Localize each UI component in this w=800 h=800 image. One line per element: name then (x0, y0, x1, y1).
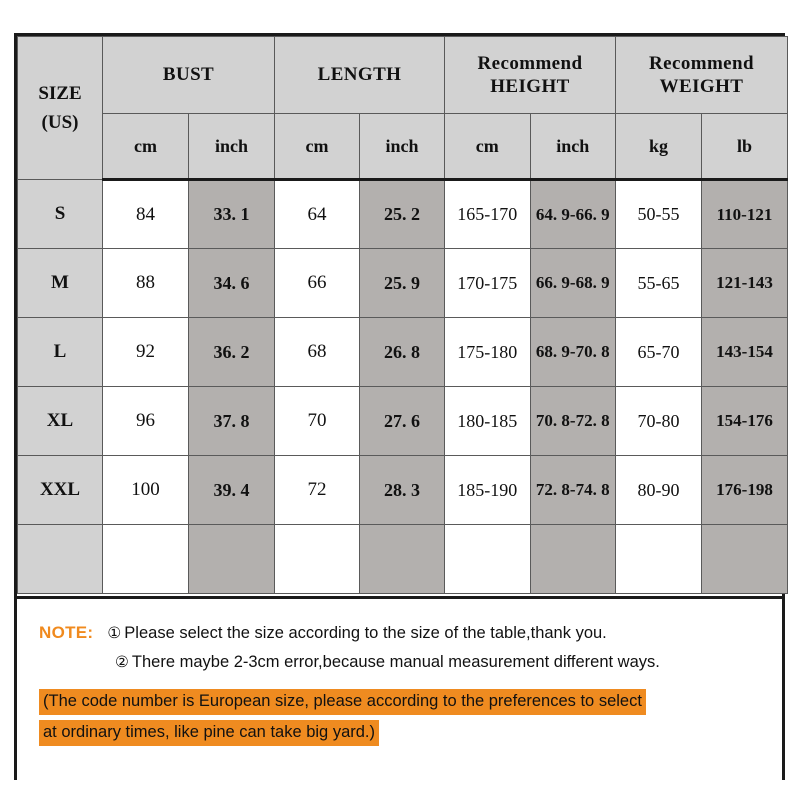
cell-length-cm: 70 (275, 387, 360, 456)
cell-length-cm: 72 (275, 456, 360, 525)
header-group-height-line1: Recommend (477, 52, 583, 74)
cell-weight-lb (702, 525, 788, 594)
note-item-2-text: There maybe 2-3cm error,because manual measurement different ways. (131, 653, 660, 671)
cell-weight-kg: 50-55 (616, 180, 702, 249)
cell-height-inch: 68. 9-70. 8 (530, 318, 616, 387)
unit-header-height-cm: cm (445, 114, 531, 180)
cell-bust-cm: 100 (103, 456, 189, 525)
row-size-label: XXL (18, 456, 103, 525)
size-chart-table (17, 36, 788, 594)
cell-weight-lb: 154-176 (702, 387, 788, 456)
row-size-label: L (18, 318, 103, 387)
cell-length-inch: 25. 2 (360, 180, 445, 249)
header-group-length-line1: LENGTH (317, 64, 402, 86)
table-row (18, 180, 788, 249)
cell-height-cm: 180-185 (445, 387, 531, 456)
note-label: NOTE: (39, 623, 94, 642)
cell-weight-kg: 80-90 (616, 456, 702, 525)
cell-weight-lb: 143-154 (702, 318, 788, 387)
cell-length-inch (360, 525, 445, 594)
table-row (18, 456, 788, 525)
unit-header-length-inch: inch (360, 114, 445, 180)
row-size-label (18, 525, 103, 594)
header-group-height-line2: HEIGHT (490, 76, 570, 97)
cell-height-inch: 64. 9-66. 9 (530, 180, 616, 249)
cell-length-cm: 64 (275, 180, 360, 249)
size-header-line2: (US) (41, 112, 79, 133)
highlight-block (17, 689, 782, 747)
cell-bust-inch (189, 525, 275, 594)
header-unit-row (18, 114, 788, 180)
header-group-bust-line1: BUST (162, 64, 215, 86)
notes-section (17, 596, 782, 780)
cell-height-inch: 72. 8-74. 8 (530, 456, 616, 525)
note-item-1-body (107, 625, 606, 642)
cell-bust-inch: 33. 1 (189, 180, 275, 249)
cell-length-inch: 25. 9 (360, 249, 445, 318)
header-group-weight (616, 37, 788, 114)
cell-height-inch (530, 525, 616, 594)
cell-height-cm (445, 525, 531, 594)
cell-weight-kg (616, 525, 702, 594)
table-row (18, 249, 788, 318)
header-group-bust (103, 37, 275, 114)
row-size-label: XL (18, 387, 103, 456)
cell-bust-cm: 92 (103, 318, 189, 387)
table-row (18, 387, 788, 456)
note-item-2 (17, 654, 782, 671)
header-group-weight-line1: Recommend (649, 52, 754, 74)
cell-bust-inch: 34. 6 (189, 249, 275, 318)
table-row (18, 525, 788, 594)
cell-length-inch: 27. 6 (360, 387, 445, 456)
cell-length-inch: 26. 8 (360, 318, 445, 387)
note-item-1 (17, 623, 782, 643)
row-size-label: S (18, 180, 103, 249)
circled-two-icon: ② (115, 653, 129, 671)
header-group-height (445, 37, 616, 114)
chart-frame (14, 33, 785, 780)
cell-bust-inch: 39. 4 (189, 456, 275, 525)
cell-weight-kg: 65-70 (616, 318, 702, 387)
header-group-length (275, 37, 445, 114)
cell-length-cm (275, 525, 360, 594)
cell-height-inch: 70. 8-72. 8 (530, 387, 616, 456)
cell-weight-kg: 70-80 (616, 387, 702, 456)
highlight-line-1: (The code number is European size, please according to the preferences to select (39, 689, 646, 715)
cell-height-cm: 170-175 (445, 249, 531, 318)
cell-weight-lb: 110-121 (702, 180, 788, 249)
unit-header-height-inch: inch (530, 114, 616, 180)
table-row (18, 318, 788, 387)
cell-length-cm: 66 (275, 249, 360, 318)
cell-bust-cm: 96 (103, 387, 189, 456)
note-item-1-text: Please select the size according to the size of the table,thank you. (124, 624, 607, 642)
cell-weight-lb: 121-143 (702, 249, 788, 318)
unit-header-weight-kg: kg (616, 114, 702, 180)
cell-bust-cm (103, 525, 189, 594)
cell-length-cm: 68 (275, 318, 360, 387)
row-size-label: M (18, 249, 103, 318)
cell-height-inch: 66. 9-68. 9 (530, 249, 616, 318)
cell-weight-kg: 55-65 (616, 249, 702, 318)
size-header-cell (18, 37, 103, 180)
header-group-row (18, 37, 788, 114)
circled-one-icon: ① (107, 624, 122, 642)
cell-length-inch: 28. 3 (360, 456, 445, 525)
header-group-weight-line2: WEIGHT (659, 76, 744, 97)
size-header-line1: SIZE (38, 82, 82, 104)
cell-height-cm: 175-180 (445, 318, 531, 387)
cell-height-cm: 165-170 (445, 180, 531, 249)
cell-bust-inch: 37. 8 (189, 387, 275, 456)
unit-header-length-cm: cm (275, 114, 360, 180)
cell-bust-cm: 84 (103, 180, 189, 249)
highlight-line-2: at ordinary times, like pine can take big yard.) (39, 720, 379, 746)
unit-header-bust-cm: cm (103, 114, 189, 180)
cell-weight-lb: 176-198 (702, 456, 788, 525)
cell-bust-cm: 88 (103, 249, 189, 318)
unit-header-weight-lb: lb (702, 114, 788, 180)
cell-bust-inch: 36. 2 (189, 318, 275, 387)
cell-height-cm: 185-190 (445, 456, 531, 525)
unit-header-bust-inch: inch (189, 114, 275, 180)
